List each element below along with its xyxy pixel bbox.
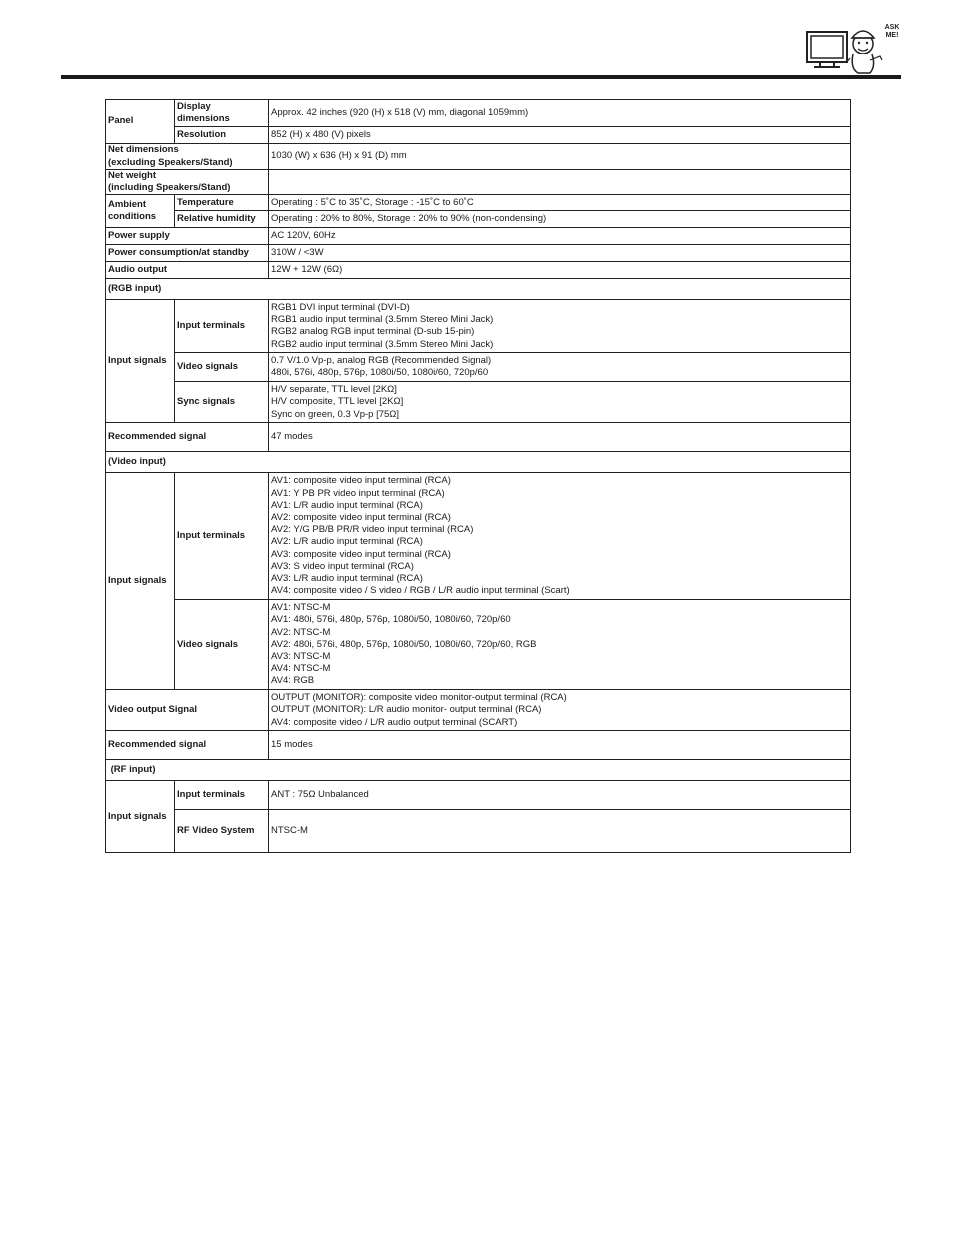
rgb-recommended-signal-value: 47 modes xyxy=(269,423,851,452)
video-output-line: OUTPUT (MONITOR): composite video monitor-output terminal (RCA) xyxy=(271,692,567,704)
resolution-label: Resolution xyxy=(175,127,269,144)
rgb-video-line: 0.7 V/1.0 Vp-p, analog RGB (Recommended Signal) xyxy=(271,355,492,367)
section-row-rgb-input xyxy=(106,279,851,300)
humidity-value: Operating : 20% to 80%, Storage : 20% to 90% (non-condensing) xyxy=(269,211,851,228)
video-signals-label: Video signals xyxy=(175,600,269,690)
video-terminal-line: AV3: composite video input terminal (RCA) xyxy=(271,548,451,560)
spec-row-rgb-sync-signals xyxy=(106,382,851,423)
spec-row-rf-video-system xyxy=(106,810,851,853)
ambient-label-line: conditions xyxy=(108,211,157,223)
video-input-signals-label: Input signals xyxy=(106,473,175,690)
video-input-terminals-value xyxy=(269,473,851,600)
spec-row-power-consumption xyxy=(106,245,851,262)
rgb-sync-line: H/V composite, TTL level [2KΩ] xyxy=(271,396,404,408)
display-dimensions-label: Display dimensions xyxy=(175,100,269,127)
rgb-input-terminals-label: Input terminals xyxy=(175,300,269,353)
spec-row-rgb-recommended xyxy=(106,423,851,452)
video-terminal-line: AV3: S video input terminal (RCA) xyxy=(271,560,414,572)
spec-row-video-terminals xyxy=(106,473,851,600)
video-signals-value xyxy=(269,600,851,690)
video-signal-line: AV1: NTSC-M xyxy=(271,602,331,614)
spec-row-panel-resolution xyxy=(106,127,851,144)
spec-row-power-supply xyxy=(106,228,851,245)
video-terminal-line: AV1: composite video input terminal (RCA) xyxy=(271,475,451,487)
spec-row-ambient-humidity xyxy=(106,211,851,228)
power-supply-label: Power supply xyxy=(106,228,269,245)
rgb-terminal-line: RGB1 DVI input terminal (DVI-D) xyxy=(271,302,410,313)
video-terminal-line: AV1: L/R audio input terminal (RCA) xyxy=(271,499,423,511)
rgb-recommended-signal-label: Recommended signal xyxy=(106,423,269,452)
rf-input-terminals-label: Input terminals xyxy=(175,781,269,810)
video-output-line: AV4: composite video / L/R audio output terminal (SCART) xyxy=(271,716,518,728)
humidity-label: Relative humidity xyxy=(175,211,269,228)
panel-label: Panel xyxy=(106,100,175,144)
rf-input-section-title xyxy=(106,760,851,781)
rgb-terminal-line: RGB2 audio input terminal (3.5mm Stereo Mini Jack) xyxy=(271,338,494,350)
ask-me-logo xyxy=(806,18,902,74)
rf-input-terminals-value: ANT : 75Ω Unbalanced xyxy=(269,781,851,810)
ambient-conditions-label xyxy=(106,195,175,228)
video-signal-line: AV4: NTSC-M xyxy=(271,663,331,675)
video-terminal-line: AV2: composite video input terminal (RCA) xyxy=(271,512,451,523)
rgb-terminal-line: RGB1 audio input terminal (3.5mm Stereo Mini Jack) xyxy=(271,314,494,326)
video-input-section-title: (Video input) xyxy=(106,452,851,473)
rf-video-system-label: RF Video System xyxy=(175,810,269,853)
rgb-input-terminals-value xyxy=(269,300,851,353)
video-signal-line: AV1: 480i, 576i, 480p, 576p, 1080i/50, 1080i/60, 720p/60 xyxy=(271,614,511,626)
video-recommended-signal-value: 15 modes xyxy=(269,731,851,760)
video-terminal-line: AV4: composite video / S video / RGB / L/R audio input terminal (Scart) xyxy=(271,585,570,597)
rgb-video-line: 480i, 576i, 480p, 576p, 1080i/50, 1080i/60, 720p/60 xyxy=(271,367,489,379)
video-terminal-line: AV2: L/R audio input terminal (RCA) xyxy=(271,536,423,548)
spec-row-ambient-temperature xyxy=(106,195,851,211)
video-signal-line: AV2: NTSC-M xyxy=(271,626,331,638)
video-output-signal-label: Video output Signal xyxy=(106,690,269,731)
rgb-sync-signals-label: Sync signals xyxy=(175,382,269,423)
header-rule xyxy=(61,75,901,79)
rgb-input-signals-label: Input signals xyxy=(106,300,175,423)
rgb-sync-line: H/V separate, TTL level [2KΩ] xyxy=(271,384,397,396)
audio-output-value: 12W + 12W (6Ω) xyxy=(269,262,851,279)
spec-row-net-dimensions xyxy=(106,144,851,170)
power-supply-value: AC 120V, 60Hz xyxy=(269,228,851,245)
video-recommended-signal-label: Recommended signal xyxy=(106,731,269,760)
rf-input-signals-label: Input signals xyxy=(106,781,175,853)
power-consumption-value: 310W / <3W xyxy=(269,245,851,262)
video-terminal-line: AV2: Y/G PB/B PR/R video input terminal (RCA) xyxy=(271,524,474,536)
video-terminal-line: AV1: Y PB PR video input terminal (RCA) xyxy=(271,487,445,499)
rgb-terminal-line: RGB2 analog RGB input terminal (D-sub 15-pin) xyxy=(271,326,475,338)
video-signal-line: AV2: 480i, 576i, 480p, 576p, 1080i/50, 1080i/60, 720p/60, RGB xyxy=(271,638,537,650)
rf-video-system-value: NTSC-M xyxy=(269,810,851,853)
resolution-value: 852 (H) x 480 (V) pixels xyxy=(269,127,851,144)
net-dimensions-label-line: (excluding Speakers/Stand) xyxy=(108,156,233,168)
logo-text: ASK ME! xyxy=(884,24,900,39)
spec-row-video-recommended xyxy=(106,731,851,760)
net-dimensions-label xyxy=(106,144,269,170)
net-dimensions-value: 1030 (W) x 636 (H) x 91 (D) mm xyxy=(269,144,851,170)
video-output-signal-value xyxy=(269,690,851,731)
net-dimensions-label-line: Net dimensions xyxy=(108,144,179,156)
video-output-line: OUTPUT (MONITOR): L/R audio monitor- output terminal (RCA) xyxy=(271,704,542,716)
net-weight-label-line: (including Speakers/Stand) xyxy=(108,182,231,194)
display-dimensions-value: Approx. 42 inches (920 (H) x 518 (V) mm, diagonal 1059mm) xyxy=(269,100,851,127)
video-signal-line: AV3: NTSC-M xyxy=(271,651,331,662)
power-consumption-label: Power consumption/at standby xyxy=(106,245,269,262)
net-weight-label-line: Net weight xyxy=(108,170,157,181)
spec-row-rgb-video-signals xyxy=(106,353,851,382)
temperature-label: Temperature xyxy=(175,195,269,211)
section-row-video-input xyxy=(106,452,851,473)
spec-row-video-signals xyxy=(106,600,851,690)
section-row-rf-input xyxy=(106,760,851,781)
spec-row-video-output xyxy=(106,690,851,731)
spec-row-audio-output xyxy=(106,262,851,279)
video-input-terminals-label: Input terminals xyxy=(175,473,269,600)
ambient-label-line: Ambient xyxy=(108,199,146,211)
specifications-table xyxy=(105,99,851,853)
video-signal-line: AV4: RGB xyxy=(271,675,315,687)
video-terminal-line: AV3: L/R audio input terminal (RCA) xyxy=(271,573,423,585)
temperature-value: Operating : 5˚C to 35˚C, Storage : -15˚C to 60˚C xyxy=(269,195,851,211)
spec-row-rgb-terminals xyxy=(106,300,851,353)
rgb-video-signals-value xyxy=(269,353,851,382)
audio-output-label: Audio output xyxy=(106,262,269,279)
rgb-sync-signals-value xyxy=(269,382,851,423)
spec-row-rf-terminals xyxy=(106,781,851,810)
spec-row-net-weight xyxy=(106,170,851,195)
rgb-video-signals-label: Video signals xyxy=(175,353,269,382)
net-weight-label xyxy=(106,170,269,195)
net-weight-value xyxy=(269,170,851,195)
rgb-input-section-title: (RGB input) xyxy=(106,279,851,300)
spec-row-panel-display xyxy=(106,100,851,127)
rgb-sync-line: Sync on green, 0.3 Vp-p [75Ω] xyxy=(271,408,400,420)
rf-input-section-text: (RF input) xyxy=(110,764,156,776)
